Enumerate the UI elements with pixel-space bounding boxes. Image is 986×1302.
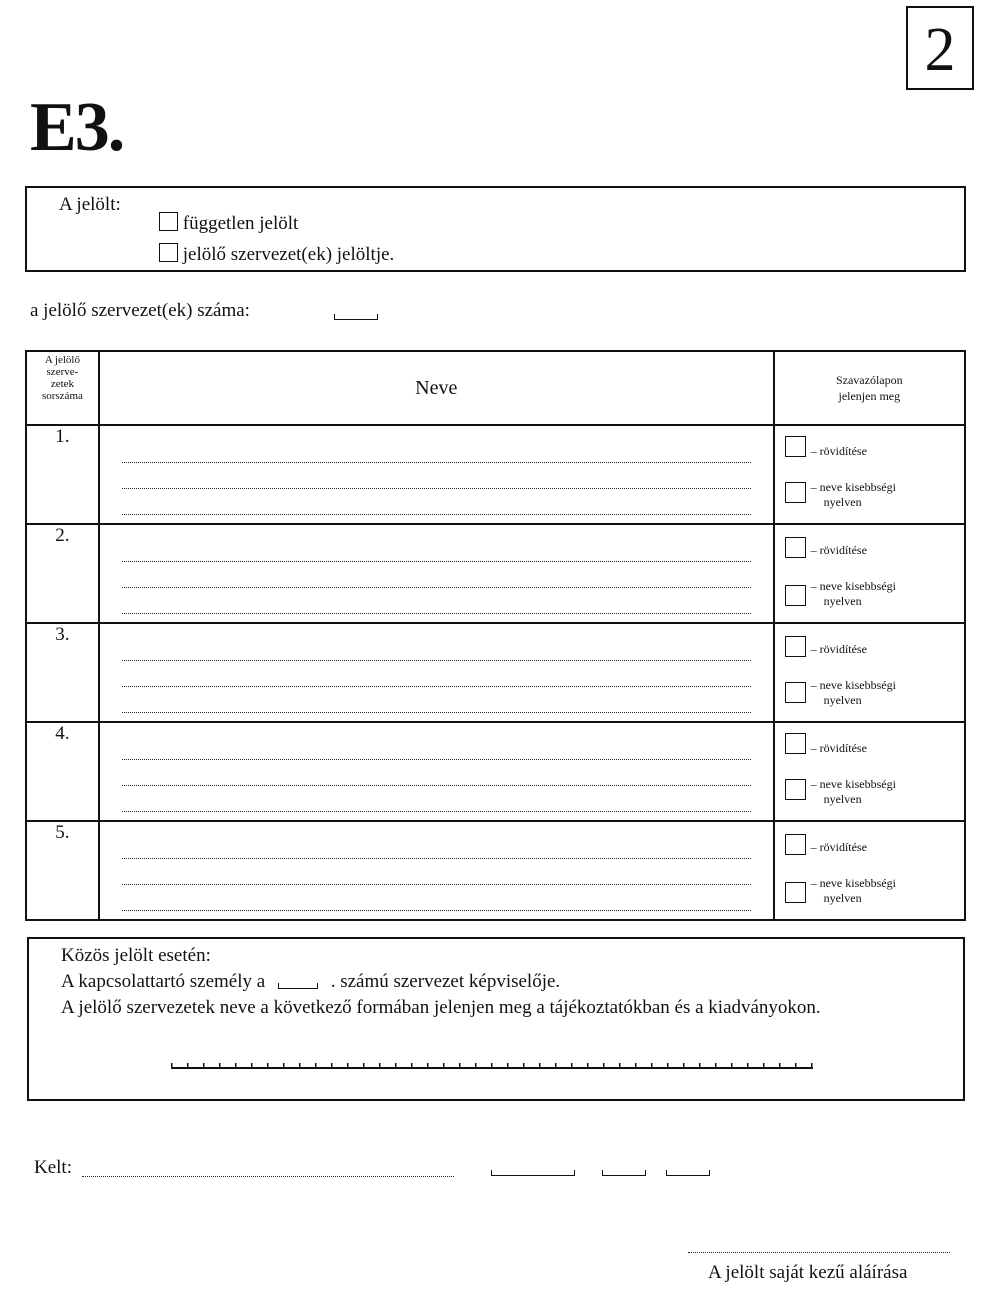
name-cell[interactable] [99,821,774,920]
ballot-options-cell [774,821,965,920]
name-line[interactable] [122,759,751,760]
org-candidate-checkbox[interactable] [159,243,178,262]
ballot-options-cell [774,623,965,722]
minority-label-line: nyelven [823,891,862,905]
candidate-label: A jelölt: [59,194,121,215]
ballot-options-cell [774,722,965,821]
name-line[interactable] [122,660,751,661]
row-number: 2. [26,524,99,623]
minority-name-checkbox[interactable] [785,585,806,606]
table-row [26,425,965,524]
joint-contact-text-a: A kapcsolattartó személy a [61,971,266,992]
year-field[interactable] [491,1170,575,1176]
org-count-label: a jelölő szervezet(ek) száma: [30,300,250,321]
org-count-field[interactable] [334,314,378,320]
name-line[interactable] [122,587,751,588]
minority-label-line: nyelven [823,594,862,608]
month-field[interactable] [602,1170,646,1176]
signature-line[interactable] [688,1252,950,1253]
org-candidate-label: jelölő szervezet(ek) jelöltje. [182,244,395,265]
joint-candidate-box [27,937,965,1101]
name-line[interactable] [122,910,751,911]
minority-name-label [811,678,896,708]
minority-label-line: nyelven [823,495,862,509]
joint-contact-text-b: . számú szervezet képviselője. [330,971,561,992]
short-name-label: – rövidítése [810,840,867,854]
name-cell[interactable] [99,722,774,821]
minority-name-label [811,876,896,906]
row-number: 1. [26,425,99,524]
dated-label: Kelt: [34,1157,72,1178]
table-row [26,623,965,722]
short-name-checkbox[interactable] [785,436,806,457]
name-cell[interactable] [99,623,774,722]
row-number: 5. [26,821,99,920]
table-row [26,821,965,920]
name-line[interactable] [122,884,751,885]
minority-name-label [811,579,896,609]
minority-name-checkbox[interactable] [785,882,806,903]
ballot-options-cell [774,425,965,524]
joint-name-field[interactable] [171,1063,813,1069]
day-field[interactable] [666,1170,710,1176]
short-name-label: – rövidítése [810,444,867,458]
short-name-label: – rövidítése [810,741,867,755]
option-org-candidate[interactable] [159,243,394,266]
independent-label: független jelölt [182,213,299,234]
joint-title: Közös jelölt esetén: [61,945,211,966]
name-line[interactable] [122,561,751,562]
organizations-table [25,350,966,921]
row-number: 4. [26,722,99,821]
minority-name-checkbox[interactable] [785,682,806,703]
page-number: 2 [924,16,956,84]
short-name-checkbox[interactable] [785,537,806,558]
minority-label-line: – neve kisebbségi [810,480,896,494]
minority-label-line: – neve kisebbségi [810,678,896,692]
header-serial [26,351,99,425]
header-serial-line: sorszáma [41,390,83,402]
independent-checkbox[interactable] [159,212,178,231]
joint-format-text: A jelölő szervezetek neve a következő formában jelenjen meg a tájékoztatókban és a kiadványokon. [61,997,821,1018]
name-line[interactable] [122,858,751,859]
short-name-label: – rövidítése [810,642,867,656]
minority-name-label [811,777,896,807]
header-ballot-line: jelenjen meg [838,389,901,403]
minority-label-line: – neve kisebbségi [810,579,896,593]
header-ballot-line: Szavazólapon [835,373,903,387]
name-line[interactable] [122,488,751,489]
name-cell[interactable] [99,425,774,524]
header-ballot [774,351,965,425]
page-number-box [906,6,974,90]
option-independent[interactable] [159,212,298,235]
minority-name-checkbox[interactable] [785,482,806,503]
short-name-label: – rövidítése [810,543,867,557]
candidate-type-box [25,186,966,272]
minority-name-checkbox[interactable] [785,779,806,800]
header-serial-line: A jelölő [44,354,80,366]
name-line[interactable] [122,686,751,687]
short-name-checkbox[interactable] [785,834,806,855]
minority-label-line: – neve kisebbségi [810,876,896,890]
table-row [26,524,965,623]
minority-label-line: – neve kisebbségi [810,777,896,791]
name-line[interactable] [122,462,751,463]
name-line[interactable] [122,514,751,515]
name-line[interactable] [122,712,751,713]
minority-label-line: nyelven [823,792,862,806]
name-line[interactable] [122,811,751,812]
row-number: 3. [26,623,99,722]
minority-label-line: nyelven [823,693,862,707]
name-line[interactable] [122,785,751,786]
name-line[interactable] [122,613,751,614]
short-name-checkbox[interactable] [785,733,806,754]
name-cell[interactable] [99,524,774,623]
ballot-options-cell [774,524,965,623]
joint-contact-line [61,971,560,993]
form-code: E3. [30,89,124,166]
header-name: Neve [99,351,774,425]
signature-label: A jelölt saját kezű aláírása [708,1262,908,1283]
place-field[interactable] [82,1176,454,1177]
short-name-checkbox[interactable] [785,636,806,657]
minority-name-label [811,480,896,510]
header-serial-line: szerve- [46,366,79,378]
table-row [26,722,965,821]
header-serial-line: zetek [50,378,75,390]
contact-org-number-field[interactable] [278,983,318,989]
